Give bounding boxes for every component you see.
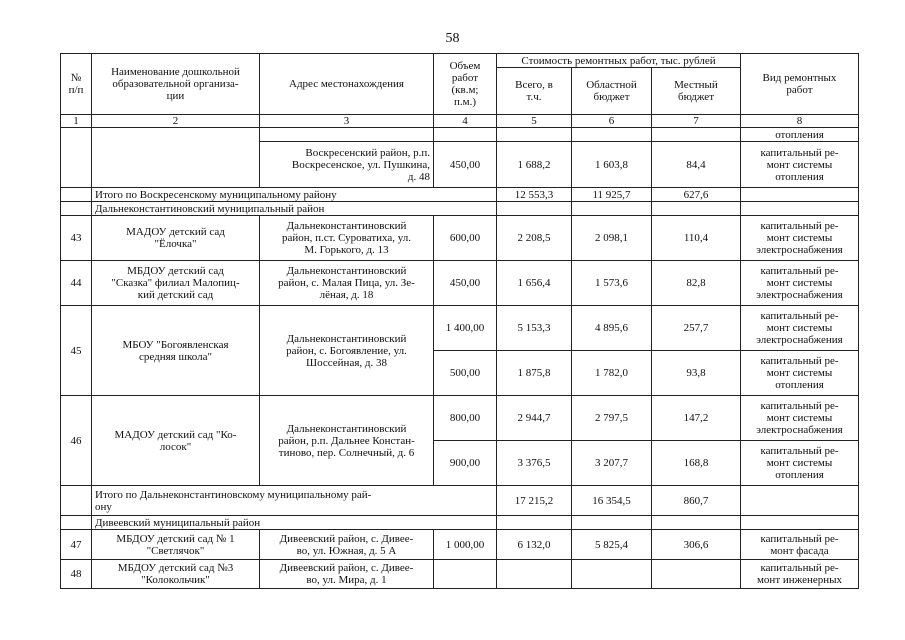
- regional-cell: 3 207,7: [572, 441, 652, 486]
- volume-cell: 450,00: [434, 142, 497, 188]
- subtotal-label: Итого по Дальнеконстантиновскому муниципальному рай- ону: [92, 486, 497, 516]
- header-org: Наименование дошкольной образовательной организа- ции: [92, 54, 260, 115]
- org-cell: МБДОУ детский сад № 1 "Светлячок": [92, 530, 260, 560]
- org-cell: МБДОУ детский сад №3 "Колокольчик": [92, 560, 260, 589]
- header-cost-group: Стоимость ремонтных работ, тыс. рублей: [497, 54, 741, 68]
- regional-cell: 16 354,5: [572, 486, 652, 516]
- column-number-row: [61, 115, 859, 128]
- volume-cell: 1 400,00: [434, 306, 497, 351]
- local-cell: 257,7: [652, 306, 741, 351]
- num-cell: 45: [61, 306, 92, 396]
- type-cell: капитальный ре- монт системы электроснабжения: [741, 306, 859, 351]
- local-cell: 147,2: [652, 396, 741, 441]
- volume-cell: 800,00: [434, 396, 497, 441]
- type-cell: капитальный ре- монт системы отопления: [741, 351, 859, 396]
- subtotal-row: [61, 486, 859, 516]
- regional-cell: 2 797,5: [572, 396, 652, 441]
- type-cell: капитальный ре- монт инженерных: [741, 560, 859, 589]
- local-cell: 110,4: [652, 216, 741, 261]
- total-cell: 6 132,0: [497, 530, 572, 560]
- total-cell: 17 215,2: [497, 486, 572, 516]
- col-number: 4: [434, 115, 497, 128]
- total-cell: 2 208,5: [497, 216, 572, 261]
- district-title: Дивеевский муниципальный район: [92, 516, 497, 530]
- org-cell: МБОУ "Богоявленская средняя школа": [92, 306, 260, 396]
- regional-cell: 11 925,7: [572, 188, 652, 202]
- col-number: 2: [92, 115, 260, 128]
- regional-cell: 1 782,0: [572, 351, 652, 396]
- type-cell: капитальный ре- монт системы электроснабжения: [741, 216, 859, 261]
- volume-cell: 600,00: [434, 216, 497, 261]
- type-cell: капитальный ре- монт системы отопления: [741, 441, 859, 486]
- volume-cell: 450,00: [434, 261, 497, 306]
- total-cell: 3 376,5: [497, 441, 572, 486]
- regional-cell: 4 895,6: [572, 306, 652, 351]
- table-row: [61, 560, 859, 589]
- org-cell: МАДОУ детский сад "Ёлочка": [92, 216, 260, 261]
- regional-cell: 5 825,4: [572, 530, 652, 560]
- col-number: 1: [61, 115, 92, 128]
- address-cell: Дальнеконстантиновский район, п.ст. Суроватиха, ул. М. Горького, д. 13: [260, 216, 434, 261]
- local-cell: 84,4: [652, 142, 741, 188]
- regional-cell: 2 098,1: [572, 216, 652, 261]
- page-number: 58: [445, 31, 460, 46]
- header-total: Всего, в т.ч.: [497, 68, 572, 115]
- district-header-row: [61, 202, 859, 216]
- num-cell: 43: [61, 216, 92, 261]
- table-row: [61, 216, 859, 261]
- table-row: [61, 261, 859, 306]
- num-cell: 44: [61, 261, 92, 306]
- header-address: Адрес местонахождения: [260, 54, 434, 115]
- header-row: [61, 54, 859, 68]
- address-cell: Дальнеконстантиновский район, р.п. Дальнее Констан- тиново, пер. Солнечный, д. 6: [260, 396, 434, 486]
- repair-works-table: [60, 53, 859, 589]
- header-num: № п/п: [61, 54, 92, 115]
- address-cell: Дивеевский район, с. Дивее- во, ул. Южная, д. 5 А: [260, 530, 434, 560]
- local-cell: 168,8: [652, 441, 741, 486]
- type-cell: капитальный ре- монт системы электроснабжения: [741, 261, 859, 306]
- table-row: [61, 306, 859, 351]
- subtotal-row: [61, 188, 859, 202]
- district-header-row: [61, 516, 859, 530]
- type-cell: капитальный ре- монт системы отопления: [741, 142, 859, 188]
- col-number: 3: [260, 115, 434, 128]
- subtotal-label: Итого по Воскресенскому муниципальному району: [92, 188, 497, 202]
- total-cell: 2 944,7: [497, 396, 572, 441]
- header-regional: Областной бюджет: [572, 68, 652, 115]
- num-cell: 47: [61, 530, 92, 560]
- local-cell: 860,7: [652, 486, 741, 516]
- header-volume: Объем работ (кв.м; п.м.): [434, 54, 497, 115]
- org-cell: МБДОУ детский сад "Сказка" филиал Малопиц- кий детский сад: [92, 261, 260, 306]
- regional-cell: 1 573,6: [572, 261, 652, 306]
- total-cell: 5 153,3: [497, 306, 572, 351]
- type-cell: отопления: [741, 128, 859, 142]
- org-cell: МАДОУ детский сад "Ко- лосок": [92, 396, 260, 486]
- col-number: 7: [652, 115, 741, 128]
- volume-cell: 500,00: [434, 351, 497, 396]
- local-cell: 306,6: [652, 530, 741, 560]
- regional-cell: 1 603,8: [572, 142, 652, 188]
- table-row: [61, 530, 859, 560]
- col-number: 8: [741, 115, 859, 128]
- type-cell: капитальный ре- монт системы электроснабжения: [741, 396, 859, 441]
- address-cell: Дальнеконстантиновский район, с. Малая Пица, ул. Зе- лёная, д. 18: [260, 261, 434, 306]
- num-cell: 48: [61, 560, 92, 589]
- total-cell: 1 656,4: [497, 261, 572, 306]
- col-number: 6: [572, 115, 652, 128]
- header-type: Вид ремонтных работ: [741, 54, 859, 115]
- total-cell: 1 688,2: [497, 142, 572, 188]
- num-cell: 46: [61, 396, 92, 486]
- col-number: 5: [497, 115, 572, 128]
- total-cell: 1 875,8: [497, 351, 572, 396]
- address-cell: Воскресенский район, р.п. Воскресенское, ул. Пушкина, д. 48: [260, 142, 434, 188]
- header-local: Местный бюджет: [652, 68, 741, 115]
- total-cell: 12 553,3: [497, 188, 572, 202]
- table-row: [61, 396, 859, 441]
- local-cell: 93,8: [652, 351, 741, 396]
- local-cell: 627,6: [652, 188, 741, 202]
- type-cell: капитальный ре- монт фасада: [741, 530, 859, 560]
- address-cell: Дальнеконстантиновский район, с. Богоявление, ул. Шоссейная, д. 38: [260, 306, 434, 396]
- volume-cell: 1 000,00: [434, 530, 497, 560]
- table-row: [61, 128, 859, 142]
- local-cell: 82,8: [652, 261, 741, 306]
- address-cell: Дивеевский район, с. Дивее- во, ул. Мира, д. 1: [260, 560, 434, 589]
- volume-cell: 900,00: [434, 441, 497, 486]
- district-title: Дальнеконстантиновский муниципальный район: [92, 202, 497, 216]
